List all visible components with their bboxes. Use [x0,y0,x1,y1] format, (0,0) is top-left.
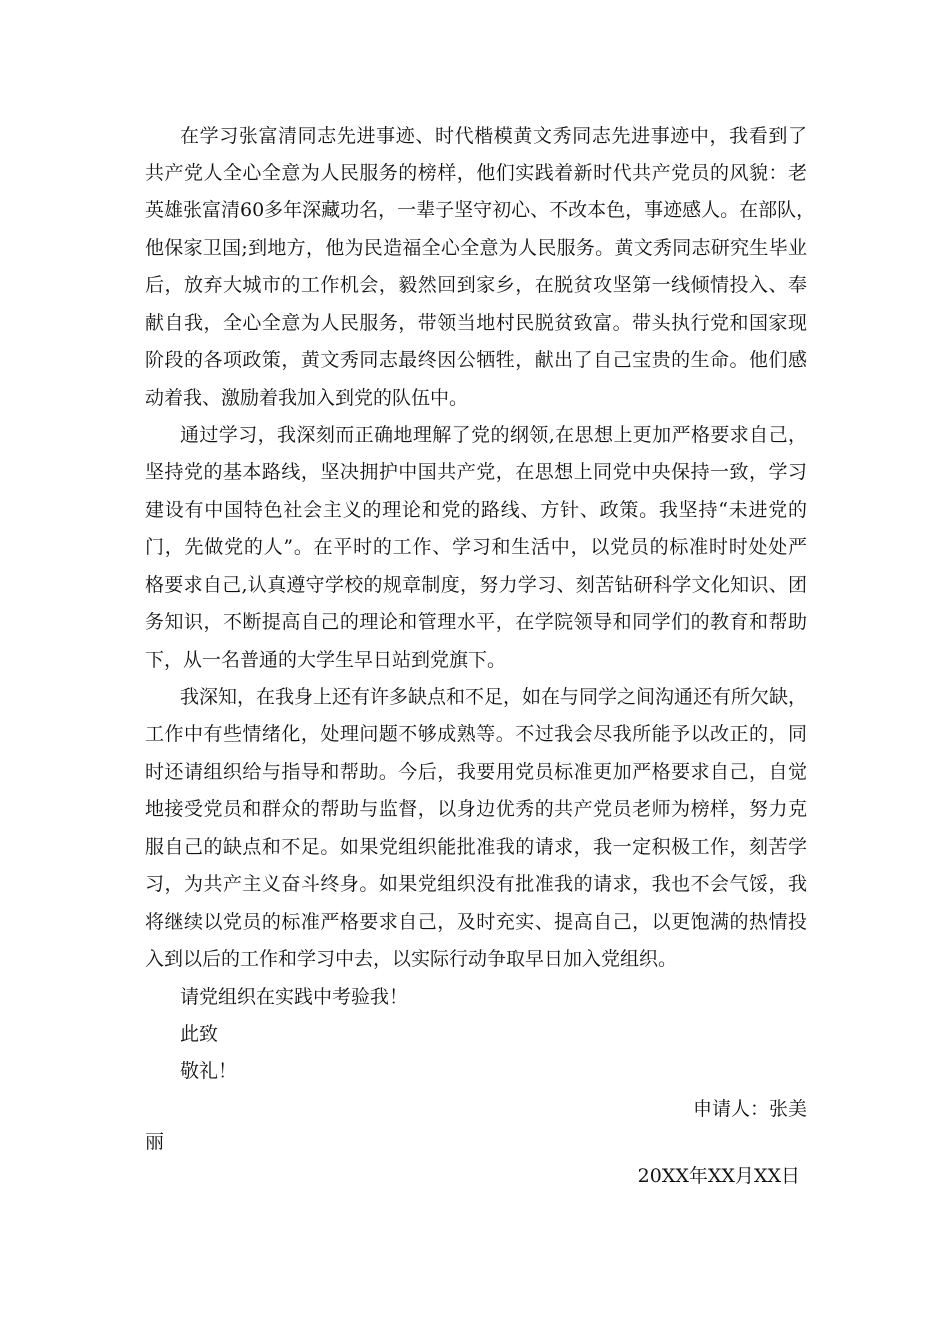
paragraph-line: 工作中有些情绪化，处理问题不够成熟等。不过我会尽我所能予以改正的，同 [145,723,807,745]
paragraph-line: 门，先做党的人”。在平时的工作、学习和生活中，以党员的标准时时处处严 [145,536,807,558]
paragraph-line: 格要求自己,认真遵守学校的规章制度，努力学习、刻苦钻研科学文化知识、团 [145,574,807,596]
paragraph-line: 在学习张富清同志先进事迹、时代楷模黄文秀同志先进事迹中，我看到了 [180,125,807,147]
paragraph-line: 将继续以党员的标准严格要求自己，及时充实、提高自己，以更饱满的热情投 [145,911,807,933]
paragraph-line: 服自己的缺点和不足。如果党组织能批准我的请求，我一定积极工作，刻苦学 [145,836,807,858]
paragraph-line: 后，放弃大城市的工作机会，毅然回到家乡，在脱贫攻坚第一线倾情投入、奉 [145,274,807,296]
paragraph-line: 地接受党员和群众的帮助与监督，以身边优秀的共产党员老师为榜样，努力克 [145,798,807,820]
paragraph-line: 他保家卫国;到地方，他为民造福全心全意为人民服务。黄文秀同志研究生毕业 [145,237,807,259]
paragraph-line: 我深知，在我身上还有许多缺点和不足，如在与同学之间沟通还有所欠缺， [180,686,808,708]
paragraph-line: 坚持党的基本路线，坚决拥护中国共产党，在思想上同党中央保持一致，学习 [145,461,807,483]
signature-applicant: 申请人：张美 [692,1098,807,1120]
paragraph-line: 务知识，不断提高自己的理论和管理水平，在学院领导和同学们的教育和帮助 [145,611,807,633]
paragraph-line: 入到以后的工作和学习中去，以实际行动争取早日加入党组织。 [145,948,678,970]
closing-request: 请党组织在实践中考验我！ [180,986,409,1008]
closing-respect: 敬礼！ [180,1060,238,1082]
paragraph-line: 共产党人全心全意为人民服务的榜样，他们实践着新时代共产党员的风貌：老 [145,162,807,184]
paragraph-line: 阶段的各项政策，黄文秀同志最终因公牺牲，献出了自己宝贵的生命。他们感 [145,349,807,371]
closing-salutation: 此致 [180,1023,219,1045]
paragraph-line: 动着我、激励着我加入到党的队伍中。 [145,387,469,409]
paragraph-line: 献自我，全心全意为人民服务，带领当地村民脱贫致富。带头执行党和国家现 [145,312,807,334]
paragraph-line: 建设有中国特色社会主义的理论和党的路线、方针、政策。我坚持“未进党的 [145,499,807,521]
paragraph-line: 时还请组织给与指导和帮助。今后，我要用党员标准更加严格要求自己，自觉 [145,761,807,783]
paragraph-line: 通过学习，我深刻而正确地理解了党的纲领,在思想上更加严格要求自己， [180,424,807,446]
paragraph-line: 下，从一名普通的大学生早日站到党旗下。 [145,649,507,671]
signature-applicant-wrap: 丽 [145,1131,165,1153]
paragraph-line: 英雄张富清60多年深藏功名，一辈子坚守初心、不改本色，事迹感人。在部队， [145,199,816,221]
signature-date: 20XX年XX月XX日 [637,1165,800,1187]
paragraph-line: 习，为共产主义奋斗终身。如果党组织没有批准我的请求，我也不会气馁，我 [145,873,807,895]
